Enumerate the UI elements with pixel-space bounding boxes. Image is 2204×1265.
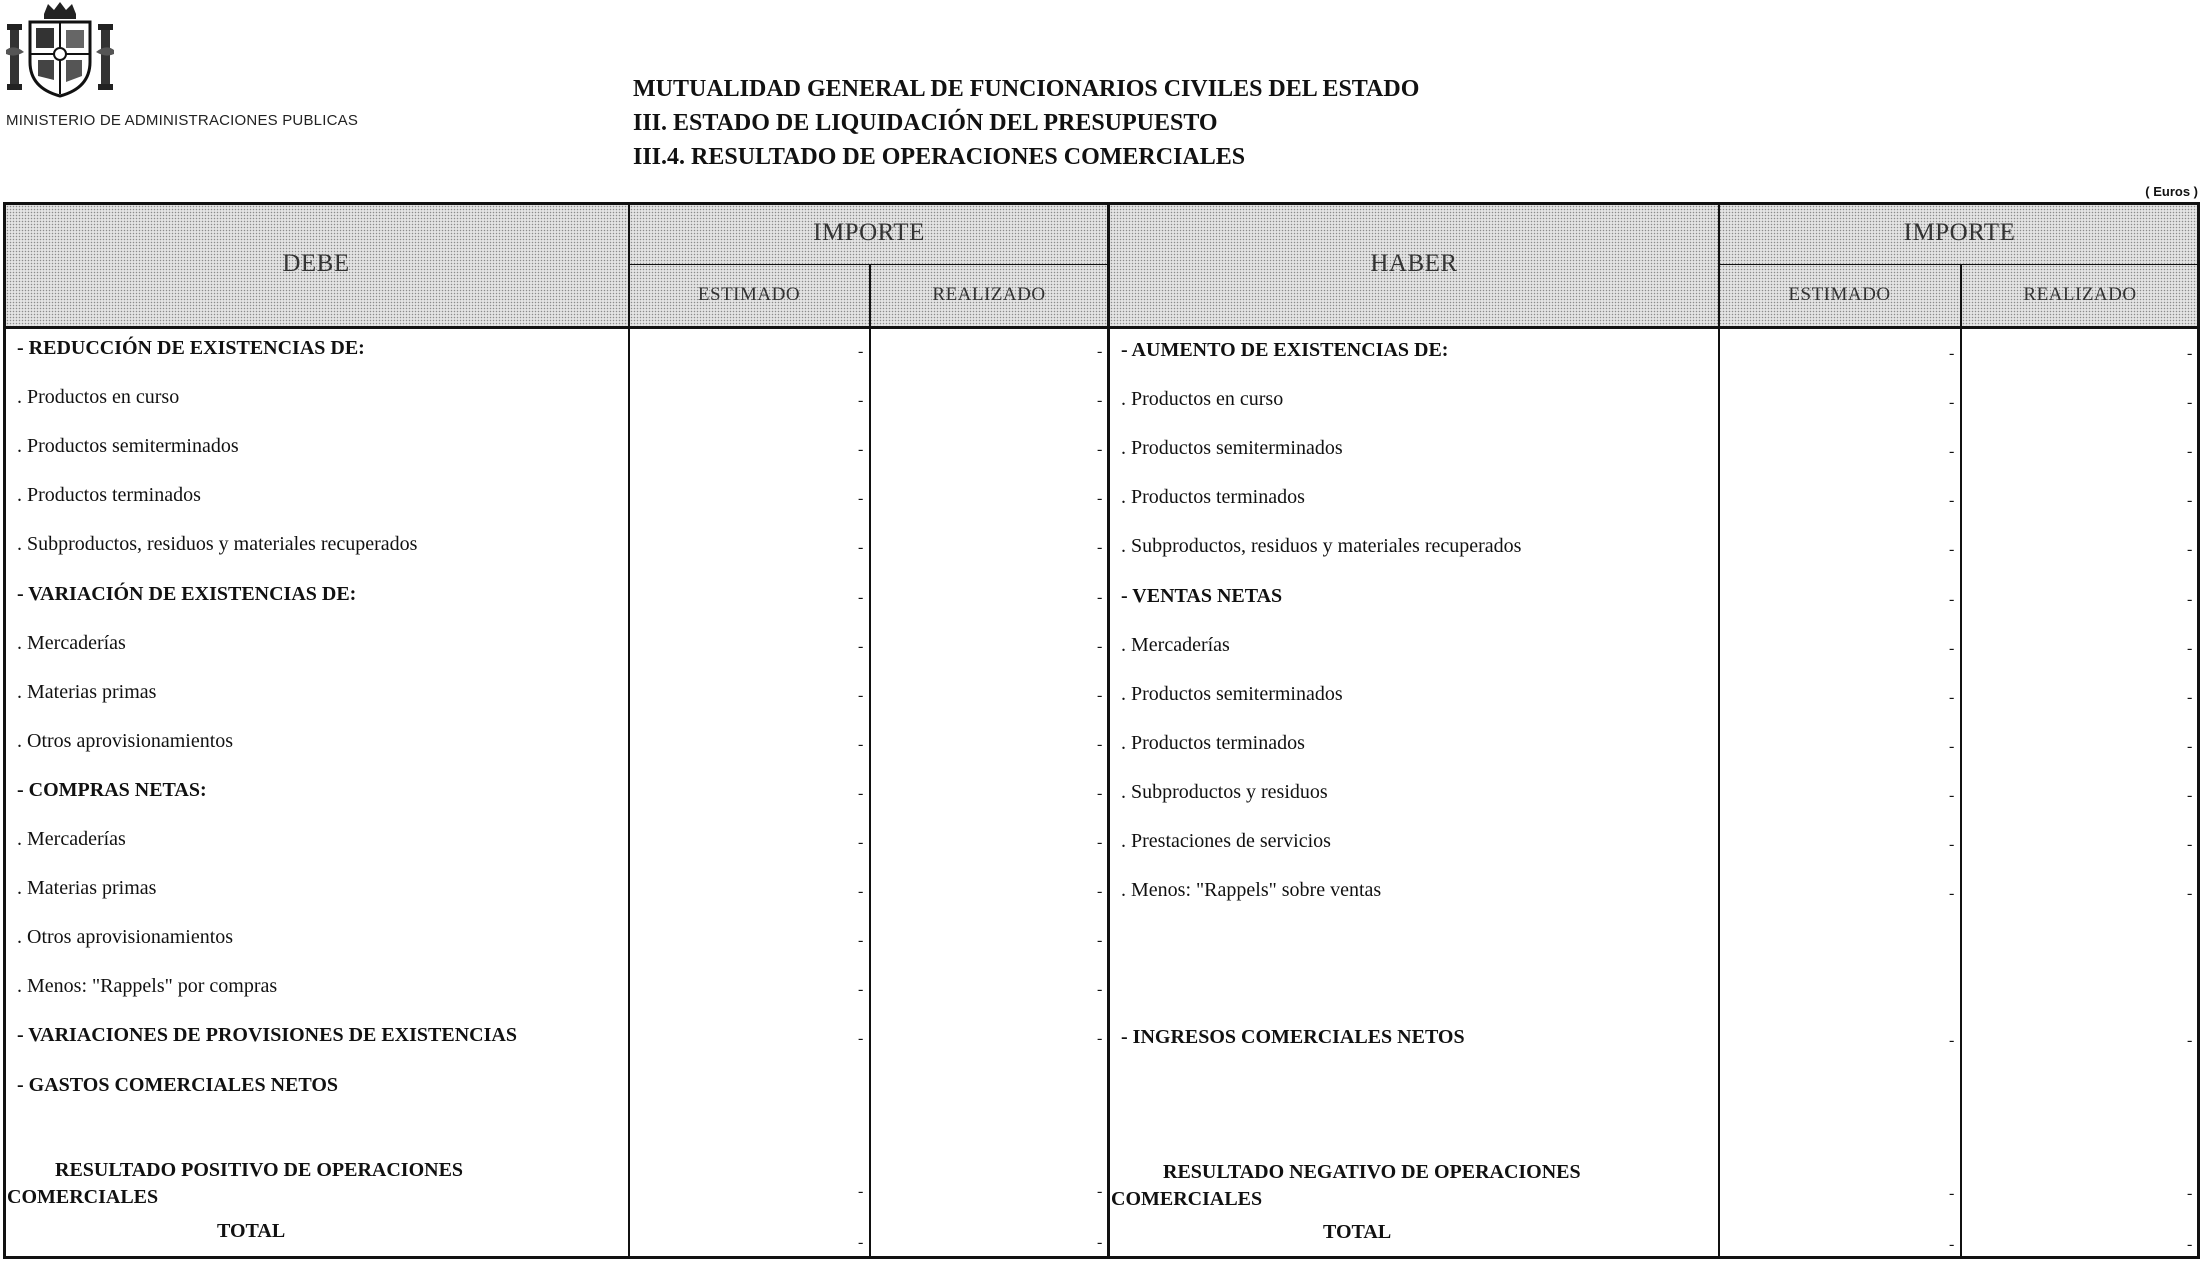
haber-total-label: TOTAL bbox=[1323, 1221, 1392, 1243]
debe-result-label: RESULTADO POSITIVO DE OPERACIONES bbox=[55, 1159, 464, 1181]
debe-row-realizado: - bbox=[1097, 1030, 1103, 1048]
debe-total-estimado: - bbox=[858, 1234, 864, 1251]
haber-row-label: . Productos terminados bbox=[1121, 731, 1305, 754]
debe-importe-header: IMPORTE bbox=[813, 219, 925, 246]
debe-row-label: . Otros aprovisionamientos bbox=[17, 926, 234, 949]
haber-total-realizado: - bbox=[2187, 1236, 2193, 1253]
haber-row-estimado: - bbox=[1949, 590, 1955, 608]
haber-row-realizado: - bbox=[2187, 1032, 2193, 1050]
haber-row-estimado: - bbox=[1949, 443, 1955, 461]
haber-result-label: RESULTADO NEGATIVO DE OPERACIONES bbox=[1163, 1161, 1581, 1183]
haber-row-estimado: - bbox=[1949, 737, 1955, 755]
debe-header: DEBE bbox=[282, 250, 350, 277]
debe-row-estimado: - bbox=[858, 588, 864, 606]
debe-row-realizado: - bbox=[1097, 343, 1103, 360]
haber-row-label: . Subproductos, residuos y materiales recuperados bbox=[1121, 535, 1522, 558]
haber-row-realizado: - bbox=[2187, 590, 2193, 608]
haber-header: HABER bbox=[1370, 250, 1458, 277]
debe-row-realizado: - bbox=[1097, 735, 1103, 753]
debe-row-estimado: - bbox=[858, 981, 864, 999]
debe-row-estimado: - bbox=[858, 539, 864, 557]
debe-row-estimado: - bbox=[858, 343, 864, 360]
document-header bbox=[0, 0, 2204, 200]
haber-row-label: . Subproductos y residuos bbox=[1121, 780, 1328, 803]
debe-row-estimado: - bbox=[858, 735, 864, 753]
currency-units: ( Euros ) bbox=[2145, 184, 2198, 199]
haber-estimado-header: ESTIMADO bbox=[1788, 284, 1891, 305]
title-line-2: III. ESTADO DE LIQUIDACIÓN DEL PRESUPUESTO bbox=[633, 110, 1218, 136]
haber-row-estimado: - bbox=[1949, 836, 1955, 853]
haber-row-label: - VENTAS NETAS bbox=[1121, 584, 1283, 607]
haber-row-realizado: - bbox=[2187, 345, 2193, 362]
col-line-haber bbox=[1718, 202, 1720, 1259]
haber-row-label: . Menos: "Rappels" sobre ventas bbox=[1121, 879, 1382, 902]
haber-row-estimado: - bbox=[1949, 688, 1955, 706]
haber-row-label: . Prestaciones de servicios bbox=[1121, 830, 1331, 852]
debe-row-realizado: - bbox=[1097, 784, 1103, 802]
debe-row-label: . Mercaderías bbox=[17, 828, 126, 850]
debe-row-realizado: - bbox=[1097, 932, 1103, 950]
debe-row-realizado: - bbox=[1097, 883, 1103, 901]
haber-row-label: . Mercaderías bbox=[1121, 633, 1230, 656]
haber-row-realizado: - bbox=[2187, 541, 2193, 559]
debe-row-label: . Productos semiterminados bbox=[17, 435, 239, 458]
debe-row-label: - VARIACIONES DE PROVISIONES DE EXISTENCIAS bbox=[17, 1024, 517, 1047]
debe-row-label: . Menos: "Rappels" por compras bbox=[17, 975, 278, 998]
haber-row-label: . Productos semiterminados bbox=[1121, 437, 1343, 460]
haber-row-label: . Productos terminados bbox=[1121, 486, 1305, 509]
col-line-right bbox=[2197, 202, 2200, 1259]
debe-row-realizado: - bbox=[1097, 392, 1103, 410]
haber-row-label: . Productos semiterminados bbox=[1121, 682, 1343, 705]
debe-total-realizado: - bbox=[1097, 1234, 1103, 1251]
title-line-1: MUTUALIDAD GENERAL DE FUNCIONARIOS CIVILES DEL ESTADO bbox=[633, 76, 1420, 102]
debe-estimado-header: ESTIMADO bbox=[697, 284, 801, 305]
debe-row-estimado: - bbox=[858, 1030, 864, 1048]
haber-row-estimado: - bbox=[1949, 639, 1955, 657]
debe-result-label-2: COMERCIALES bbox=[7, 1186, 159, 1208]
debe-row-realizado: - bbox=[1097, 686, 1103, 704]
haber-result-label-2: COMERCIALES bbox=[1111, 1188, 1263, 1210]
debe-row-realizado: - bbox=[1097, 588, 1103, 606]
debe-row-label: - GASTOS COMERCIALES NETOS bbox=[17, 1073, 339, 1096]
haber-row-estimado: - bbox=[1949, 786, 1955, 804]
debe-row-label: . Mercaderías bbox=[17, 631, 126, 654]
haber-row-estimado: - bbox=[1949, 492, 1955, 510]
haber-row-label: . Productos en curso bbox=[1121, 388, 1284, 411]
ministry-name: MINISTERIO DE ADMINISTRACIONES PUBLICAS bbox=[6, 112, 359, 129]
operations-table bbox=[3, 202, 2200, 1259]
haber-row-realizado: - bbox=[2187, 885, 2193, 903]
debe-row-realizado: - bbox=[1097, 539, 1103, 557]
debe-row-estimado: - bbox=[858, 392, 864, 410]
debe-row-estimado: - bbox=[858, 883, 864, 901]
haber-row-label: - AUMENTO DE EXISTENCIAS DE: bbox=[1121, 339, 1449, 361]
debe-row-estimado: - bbox=[858, 637, 864, 655]
debe-row-estimado: - bbox=[858, 932, 864, 950]
haber-row-realizado: - bbox=[2187, 639, 2193, 657]
debe-row-label: . Materias primas bbox=[17, 680, 157, 703]
haber-row-realizado: - bbox=[2187, 737, 2193, 755]
haber-row-realizado: - bbox=[2187, 492, 2193, 510]
debe-row-label: . Otros aprovisionamientos bbox=[17, 729, 234, 752]
debe-row-label: . Productos terminados bbox=[17, 484, 201, 507]
debe-row-label: - VARIACIÓN DE EXISTENCIAS DE: bbox=[17, 582, 357, 605]
debe-row-realizado: - bbox=[1097, 834, 1103, 851]
col-line-left bbox=[3, 202, 6, 1259]
title-line-3: III.4. RESULTADO DE OPERACIONES COMERCIALES bbox=[633, 144, 1246, 170]
debe-result-estimado: - bbox=[858, 1183, 864, 1200]
debe-row-estimado: - bbox=[858, 490, 864, 508]
debe-row-label: . Materias primas bbox=[17, 877, 157, 900]
table-border-bottom bbox=[3, 1256, 2200, 1259]
haber-row-estimado: - bbox=[1949, 394, 1955, 412]
haber-row-realizado: - bbox=[2187, 836, 2193, 853]
debe-row-realizado: - bbox=[1097, 637, 1103, 655]
debe-row-label: - COMPRAS NETAS: bbox=[17, 778, 207, 801]
haber-row-estimado: - bbox=[1949, 1032, 1955, 1050]
col-line-debe-estimado bbox=[869, 264, 871, 1259]
haber-row-realizado: - bbox=[2187, 688, 2193, 706]
haber-row-estimado: - bbox=[1949, 541, 1955, 559]
debe-realizado-header: REALIZADO bbox=[932, 284, 1046, 305]
haber-row-realizado: - bbox=[2187, 786, 2193, 804]
haber-row-realizado: - bbox=[2187, 394, 2193, 412]
haber-result-realizado: - bbox=[2187, 1185, 2193, 1202]
debe-row-label: - REDUCCIÓN DE EXISTENCIAS DE: bbox=[17, 337, 365, 359]
debe-result-realizado: - bbox=[1097, 1183, 1103, 1200]
haber-row-label: - INGRESOS COMERCIALES NETOS bbox=[1121, 1026, 1465, 1049]
haber-realizado-header: REALIZADO bbox=[2023, 284, 2137, 305]
debe-row-realizado: - bbox=[1097, 981, 1103, 999]
debe-row-realizado: - bbox=[1097, 490, 1103, 508]
haber-total-estimado: - bbox=[1949, 1236, 1955, 1253]
debe-row-estimado: - bbox=[858, 834, 864, 851]
col-line-haber-estimado bbox=[1960, 264, 1962, 1259]
haber-result-estimado: - bbox=[1949, 1185, 1955, 1202]
haber-row-realizado: - bbox=[2187, 443, 2193, 461]
document-title bbox=[633, 72, 1419, 174]
spain-coat-of-arms-icon bbox=[4, 0, 116, 100]
debe-row-realizado: - bbox=[1097, 441, 1103, 459]
col-line-debe bbox=[628, 202, 630, 1259]
debe-row-estimado: - bbox=[858, 784, 864, 802]
debe-row-estimado: - bbox=[858, 686, 864, 704]
haber-row-estimado: - bbox=[1949, 345, 1955, 362]
header-divider bbox=[3, 326, 2200, 329]
debe-row-estimado: - bbox=[858, 441, 864, 459]
debe-row-label: . Subproductos, residuos y materiales recuperados bbox=[17, 533, 418, 556]
debe-row-label: . Productos en curso bbox=[17, 386, 180, 409]
col-line-center bbox=[1107, 202, 1110, 1259]
haber-row-estimado: - bbox=[1949, 885, 1955, 903]
haber-importe-header: IMPORTE bbox=[1903, 219, 2016, 246]
table-border-top bbox=[3, 202, 2200, 205]
debe-total-label: TOTAL bbox=[217, 1220, 286, 1242]
